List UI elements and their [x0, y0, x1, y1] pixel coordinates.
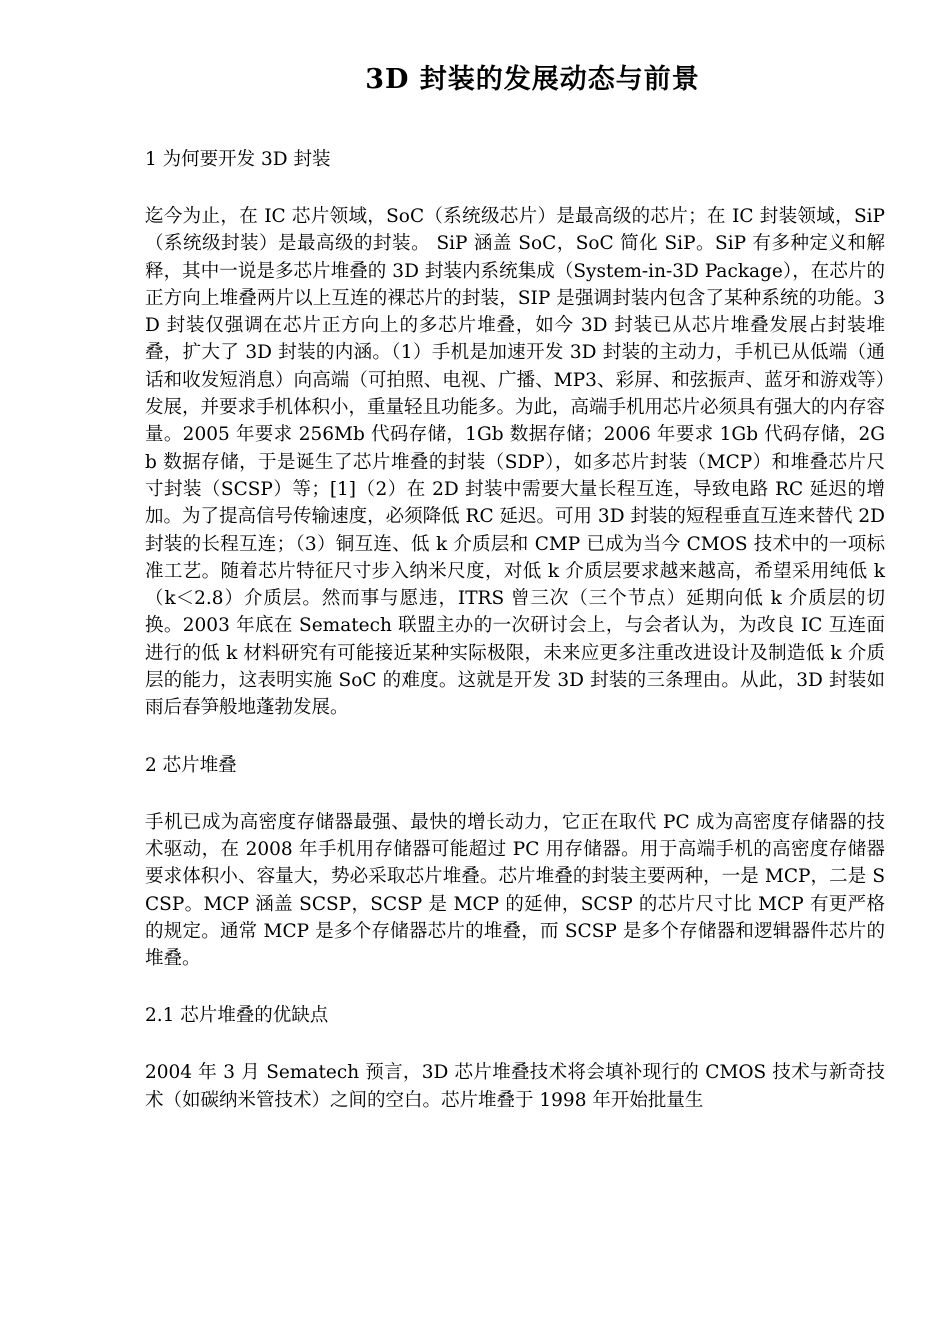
section-paragraph-2: 手机已成为高密度存储器最强、最快的增长动力，它正在取代 PC 成为高密度存储器的技术驱动，在 2008 年手机用存储器可能超过 PC 用存储器。用于高端手机的高密度存储器要求体积小、容量大，势必采取芯片堆叠。芯片堆叠的封装主要两种，一是 MCP，二是 SCSP。MCP 涵盖 SCSP，SCSP 是 MCP 的延伸，SCSP 的芯片尺寸比 MCP 有更严格的规定。通常 MCP 是多个存储器芯片的堆叠，而 SCSP 是多个存储器和逻辑器件芯片的堆叠。: [145, 811, 885, 970]
section-heading-1: 1 为何要开发 3D 封装: [145, 149, 331, 170]
section-heading-2: 2 芯片堆叠: [145, 754, 237, 776]
document-title: 3D 封装的发展动态与前景: [365, 64, 700, 95]
section-paragraph-2-1: 2004 年 3 月 Sematech 预言，3D 芯片堆叠技术将会填补现行的 CMOS 技术与新奇技术（如碳纳米管技术）之间的空白。芯片堆叠于 1998 年开始批量生: [145, 1062, 885, 1111]
section-paragraph-1: 迄今为止，在 IC 芯片领域，SoC（系统级芯片）是最高级的芯片；在 IC 封装领域，SiP（系统级封装）是最高级的封装。 SiP 涵盖 SoC，SoC 简化 SiP。SiP 有多种定义和解释，其中一说是多芯片堆叠的 3D 封装内系统集成（System-in-3D Package），在芯片的正方向上堆叠两片以上互连的裸芯片的封装，SIP 是强调封装内包含了某种系统的功能。3D 封装仅强调在芯片正方向上的多芯片堆叠，如今 3D 封装已从芯片堆叠发展占封装堆叠，扩大了 3D 封装的内涵。（1）手机是加速开发 3D 封装的主动力，手机已从低端（通话和收发短消息）向高端（可拍照、电视、广播、MP3、彩屏、和弦振声、蓝牙和游戏等）发展，并要求手机体积小，重量轻且功能多。为此，高端手机用芯片必须具有强大的内存容量。2005 年要求 256Mb 代码存储，1Gb 数据存储；2006 年要求 1Gb 代码存储，2Gb 数据存储，于是诞生了芯片堆叠的封装（SDP），如多芯片封装（MCP）和堆叠芯片尺寸封装（SCSP）等；[1]（2）在 2D 封装中需要大量长程互连，导致电路 RC 延迟的增加。为了提高信号传输速度，必须降低 RC 延迟。可用 3D 封装的短程垂直互连来替代 2D 封装的长程互连；（3）铜互连、低 k 介质层和 CMP 已成为当今 CMOS 技术中的一项标准工艺。随着芯片特征尺寸步入纳米尺度，对低 k 介质层要求越来越高，希望采用纯低 k（k＜2.8）介质层。然而事与愿违，ITRS 曾三次（三个节点）延期向低 k 介质层的切换。2003 年底在 Sematech 联盟主办的一次研讨会上，与会者认为，为改良 IC 互连面进行的低 k 材料研究有可能接近某种实际极限，未来应更多注重改进设计及制造低 k 介质层的能力，这表明实施 SoC 的难度。这就是开发 3D 封装的三条理由。从此，3D 封装如雨后春笋般地蓬勃发展。: [145, 206, 886, 719]
document-page: [145, 55, 885, 1114]
section-heading-2-1: 2.1 芯片堆叠的优缺点: [145, 1005, 329, 1027]
